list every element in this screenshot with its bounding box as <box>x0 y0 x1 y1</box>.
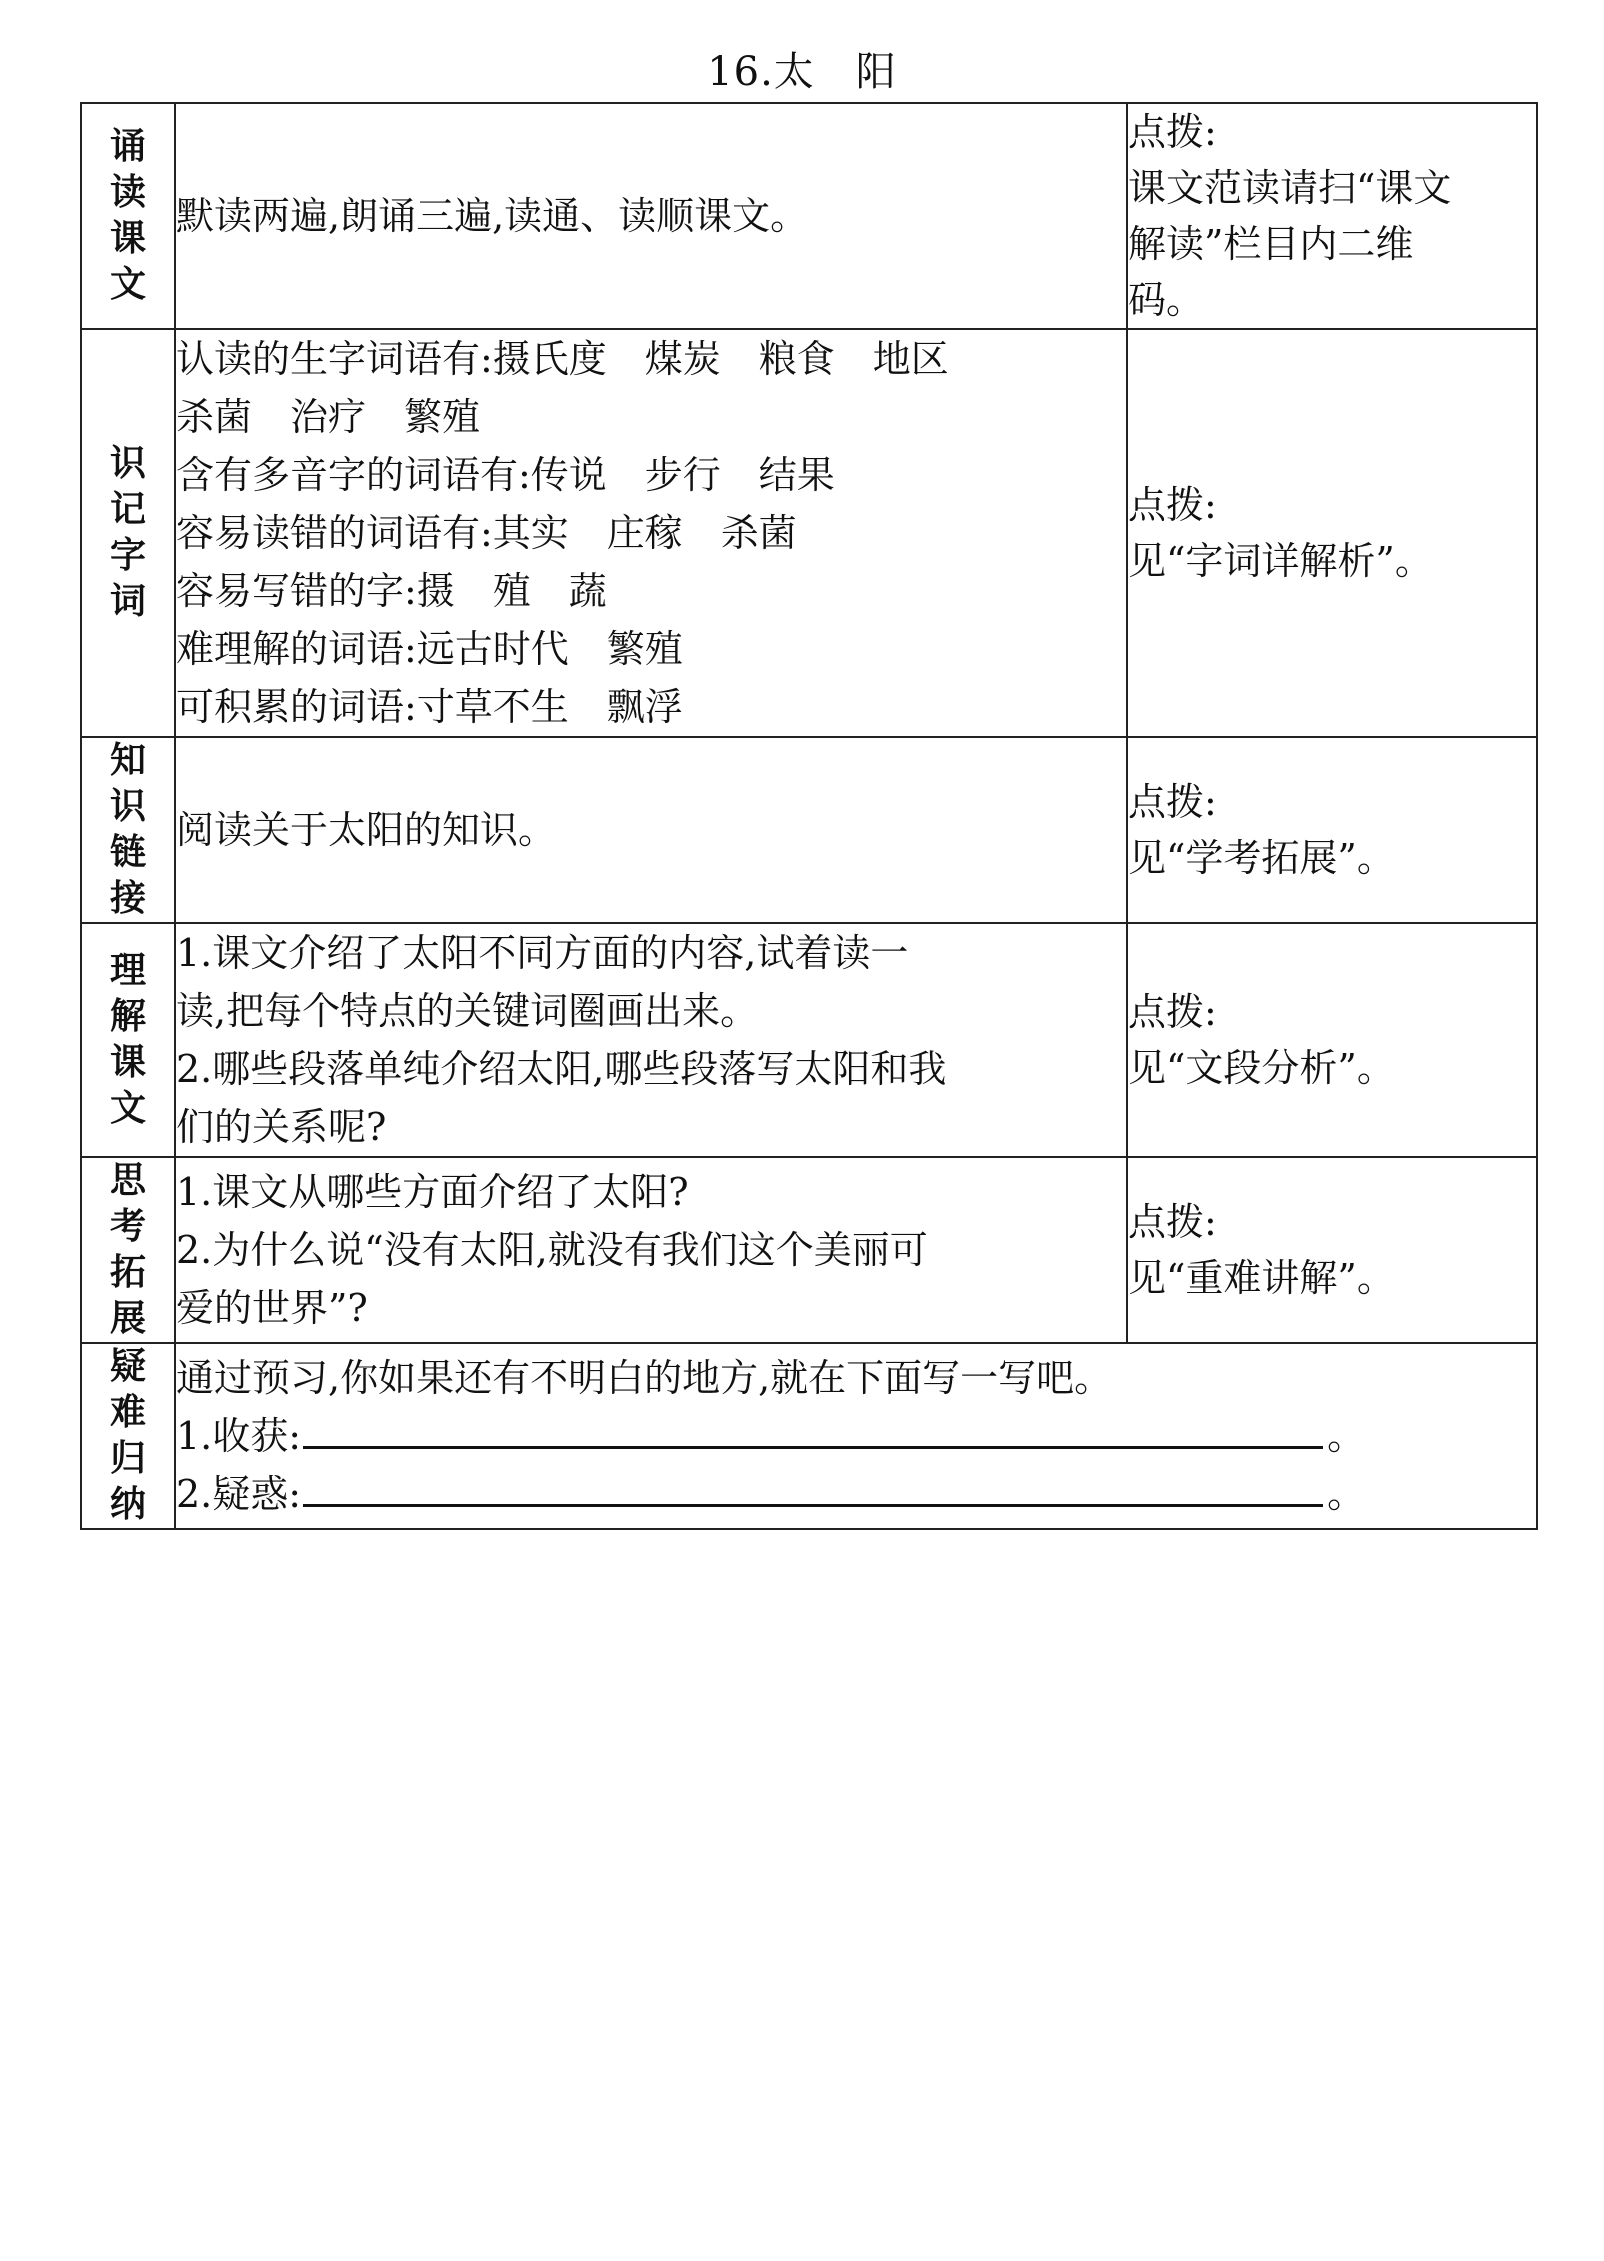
doubt-line <box>176 1465 1536 1523</box>
table-row <box>81 737 1537 923</box>
table-row <box>81 103 1537 329</box>
body-line: 认读的生字词语有:摄氏度 煤炭 粮食 地区 <box>176 337 949 381</box>
summary-row <box>81 1343 1537 1529</box>
tip-line: 见“重难讲解”。 <box>1128 1256 1395 1300</box>
summary-intro: 通过预习,你如果还有不明白的地方,就在下面写一写吧。 <box>176 1356 1113 1400</box>
tip-line: 见“文段分析”。 <box>1128 1046 1395 1090</box>
doubt-end-mark: 。 <box>1327 1472 1366 1516</box>
page-title: 16.太 阳 <box>707 49 897 95</box>
row-label: 识记字词 <box>81 329 175 737</box>
row-body <box>175 1157 1127 1343</box>
body-line: 读,把每个特点的关键词圈画出来。 <box>176 989 759 1033</box>
body-line: 含有多音字的词语有:传说 步行 结果 <box>176 453 835 497</box>
harvest-end-mark: 。 <box>1327 1414 1366 1458</box>
tip-line: 点拨: <box>1128 990 1217 1034</box>
table-row <box>81 923 1537 1157</box>
tip-line: 码。 <box>1128 278 1205 322</box>
row-body <box>175 737 1127 923</box>
row-label: 理解课文 <box>81 923 175 1157</box>
tip-line: 解读”栏目内二维 <box>1128 222 1414 266</box>
row-body <box>175 923 1127 1157</box>
table-row <box>81 1157 1537 1343</box>
doubt-label: 2.疑惑: <box>176 1472 302 1516</box>
body-line: 们的关系呢? <box>176 1105 387 1149</box>
body-line: 杀菌 治疗 繁殖 <box>176 395 481 439</box>
harvest-label: 1.收获: <box>176 1414 302 1458</box>
harvest-line <box>176 1407 1536 1465</box>
body-line: 2.哪些段落单纯介绍太阳,哪些段落写太阳和我 <box>176 1047 947 1091</box>
summary-body <box>175 1343 1537 1529</box>
row-label: 知识链接 <box>81 737 175 923</box>
body-line: 容易写错的字:摄 殖 蔬 <box>176 569 607 613</box>
body-line: 1.课文从哪些方面介绍了太阳? <box>176 1170 689 1214</box>
body-line: 阅读关于太阳的知识。 <box>176 808 557 852</box>
body-line: 默读两遍,朗诵三遍,读通、读顺课文。 <box>176 194 809 238</box>
tip-line: 见“字词详解析”。 <box>1128 539 1433 583</box>
row-tip <box>1127 103 1537 329</box>
row-tip <box>1127 737 1537 923</box>
doubt-blank[interactable] <box>303 1468 1323 1507</box>
tip-line: 点拨: <box>1128 110 1217 154</box>
body-line: 1.课文介绍了太阳不同方面的内容,试着读一 <box>176 931 909 975</box>
row-body <box>175 329 1127 737</box>
tip-line: 点拨: <box>1128 483 1217 527</box>
tip-line: 点拨: <box>1128 1200 1217 1244</box>
table-row <box>81 329 1537 737</box>
body-line: 爱的世界”? <box>176 1286 368 1330</box>
row-tip <box>1127 329 1537 737</box>
tip-line: 见“学考拓展”。 <box>1128 836 1395 880</box>
row-label: 诵读课文 <box>81 103 175 329</box>
row-label: 疑难归纳 <box>81 1343 175 1529</box>
row-body <box>175 103 1127 329</box>
harvest-blank[interactable] <box>303 1410 1323 1449</box>
body-line: 容易读错的词语有:其实 庄稼 杀菌 <box>176 511 797 555</box>
row-label: 思考拓展 <box>81 1157 175 1343</box>
body-line: 2.为什么说“没有太阳,就没有我们这个美丽可 <box>176 1228 928 1272</box>
row-tip <box>1127 1157 1537 1343</box>
row-tip <box>1127 923 1537 1157</box>
body-line: 可积累的词语:寸草不生 飘浮 <box>176 685 683 729</box>
body-line: 难理解的词语:远古时代 繁殖 <box>176 627 683 671</box>
preview-table <box>80 102 1538 1530</box>
tip-line: 课文范读请扫“课文 <box>1128 166 1452 210</box>
tip-line: 点拨: <box>1128 780 1217 824</box>
